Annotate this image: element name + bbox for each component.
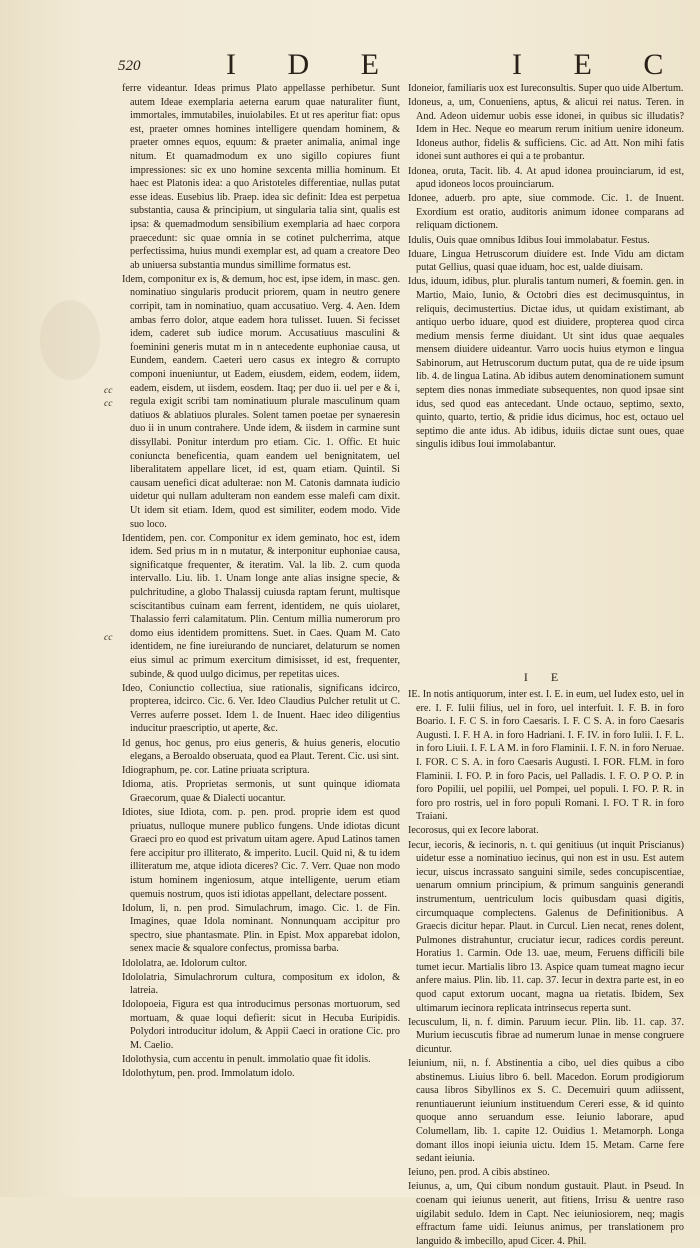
dictionary-entry: Idoneior, familiaris uox est Iureconsultis. Super quo uide Albertum. [408, 83, 684, 94]
dictionary-entry: Idulis, Ouis quae omnibus Idibus Ioui immolabatur. Festus. [408, 234, 650, 246]
dictionary-entry: ferre videantur. Ideas primus Plato appellasse perhibetur. Sunt autem Ideae exemplaria aeterna earum quae naturaliter fiunt, immortales, immutabiles, inuiolabiles. Et ut res aperitur fiat: opus est, praeter omnes homines intelligere quendam hominem, & praeter omnes equos, equum: & praeter animalia, animal inge nitum. Et quamadmodum ex uno sigillo copiures fiunt impressiones: sic ex uno homine sexcenta millia hominum. Et haec est Platonis idea: a quo Aristoteles differentiae, nullas putat esse ideas. Eusebius lib. Praep. idea sic definit: Idea est perpetua substantia, causa & principium, ut singularia talia sint, qualis est ipsa: & quemadmodum sensibilium exemplaria ad haec corpora praecedunt: sic quae omnia in se cotinet pulcherrima, atque perfectissima, huius mundi exemplar est, ad quam a creatore Deo ab uniuersa substantia mundus simillime formatus est. [122, 83, 400, 271]
paper-stain [40, 300, 100, 380]
dictionary-entry: Idolopoeia, Figura est qua introducimus personas mortuorum, sed mortuam, & quae loqui defierit: sicut in Hecuba Euripidis. Polydori introducitur idolum, & Appii Caeci in oratione Cic. pro M. Caelio. [122, 999, 400, 1052]
dictionary-entry: Idioma, atis. Proprietas sermonis, ut sunt quinque idiomata Graecorum, quae & Dialecti uocantur. [122, 779, 400, 804]
right-column [408, 82, 684, 722]
dictionary-entry: Iduare, Lingua Hetruscorum diuidere est. Inde Vidu am dictam putat Gellius, quasi quae iduam, hoc est, ualde diuisam. [408, 248, 684, 274]
right-column-lower [408, 688, 684, 1247]
running-head-right: I E C [512, 48, 686, 81]
dictionary-entry: Iecur, iecoris, & iecinoris, n. t. qui genitiuus (ut inquit Priscianus) uidetur esse a nominatiuo iecinus, qui non est in usu. Est autem iecur, uiscus incrassato sanguini simile, sedes concupiscentiae, uenarum omnium principium, & primum sanguinis generandi instrumentum, uentriculum locis quibusdam quasi digitis, circumquaque complectens. Galenus de Definitionibus. A Graecis dicitur hepar. Plaut. in Curcul. Lien necat, renes dolent, Pulmones distrahuntur, cruciatur iecur, radices cordis pereunt. Horatius 1. Carmin. Ode 13. uae, meum, Feruens difficili bile tumet iecur. Martialis libro 13. Aspice quam tumeat magno iecur anfere maius. Plin. lib. 11. cap. 37. Iecur in dextra parte est, in eo quod caput extorum uocant, magna ua rietatis. Ibidem, Sex ultimarum iecinora replicata intrinsecus reperta sunt. [408, 839, 684, 1014]
dictionary-entry: Idiotes, siue Idiota, com. p. pen. prod. proprie idem est quod priuatus, nulloque munere publico fungens. Unde idiotas dicunt Graeci pro eo quod est privatum uitam agere. Apud Latinos tamen fere accipitur pro illiterato, & imperito. Lucil. Quid ni, & tu idem illiteratum me, atque idiota diceres? Cic. 7. Verr. Quae non modo istum hominem ingeniosum, atque intelligente, uerum etiam quemuis nostrum, quos isti idiotas appellant, delectare possent. [122, 806, 400, 900]
running-head-left: I D E [226, 48, 401, 81]
dictionary-entry: Idonee, aduerb. pro apte, siue commode. Cic. 1. de Inuent. Exordium est oratio, auditoris animum idonee comparans ad reliquam dictionem. [408, 193, 684, 232]
left-column [122, 82, 400, 1122]
dictionary-entry: Idonea, oruta, Tacit. lib. 4. At apud idonea prouinciarum, id est, apud idoneos locos prouinciarum. [408, 165, 684, 191]
dictionary-entry: Idololatra, ae. Idolorum cultor. [122, 957, 248, 969]
dictionary-entry: Idoneus, a, um, Conueniens, aptus, & alicui rei natus. Teren. in And. Adeon uidemur uobis esse idonei, in quibus sic illudatis? Idem in Hec. Neque eo mearum rerum initium uenire idoneum. Idoneus author, fidelis & sufficiens. Cic. ad Att. Non mihi fatis idonei sunt authores ei qui a te probantur. [408, 97, 684, 163]
dictionary-entry: Idolum, li, n. pen prod. Simulachrum, imago. Cic. 1. de Fin. Imagines, quae Idola nominant. Nonnunquam accipitur pro spectro, siue phantasmate. Plin. in Epist. Mox apparebat idolon, senex macie & squalore confectus, promissa barba. [122, 902, 400, 955]
page-number: 520 [118, 58, 141, 74]
dictionary-entry: Idolothytum, pen. prod. Immolatum idolo. [122, 1068, 295, 1080]
margin-annotation: cc [104, 633, 113, 643]
dictionary-entry: Ieiunus, a, um, Qui cibum nondum gustauit. Plaut. in Pseud. In coenam qui ieiunus uenerit, aut fitiens, Irrisu & uentre raso uigilabit sedulo. Idem in Capt. Nec ieiuniosiorem, neq; magis effractum fame uidi. Ieiunus animus, per translationem pro languido & imbecillo, apud Cicer. 4. Phil. [408, 1181, 684, 1247]
dictionary-entry: Idolothysia, cum accentu in penult. immolatio quae fit idolis. [122, 1054, 371, 1066]
dictionary-entry: Idem, componitur ex is, & demum, hoc est, ipse idem, in masc. gen. nominatiuo singularis producit priorem, quam in neutro genere corripit, tam in nominatiuo, quam accusatiuo. Verg. 4. Aen. Idem ambas ferro dolor, atque eadem hora tulisset. Iuuen. Si fecisset idem, caderet sub iudice morum. Accusatiuus masculini & foeminini generis mutat m in n antecedente euphoniae causa, ut Eundem, eandem. Caeteri uero casus ex integro & corrupto componi inueniuntur, ut Eadem, eiusdem, eidem, eodem, iidem, eadem, eisdem, ut iisdem, eosdem. Itaq; per duo ii. uel per e & i, regula exigit scribi tam nominatiuum plurale masculinum quam datiuos & ablatiuos plurales. Solent tamen poetae per synaeresin duo ii in unum contrahere. Unde idem, & iisdem in carmine sunt dissyllabi. Ponitur interdum pro etiam. Cic. 1. Offic. Et huic coniuncta beneficentia, quam eandem uel benignitatem, uel liberalitatem appellare licet, id est, quam etiam. Quintil. Si causam uenefici dicat adulterae: non M. Catonis damnata iudicio uidetur qui nullam adulteram non eandem esse malefi cam dixit. Ut idem sit etiam. Idem, quod est similiter, eodem modo. Vide suo loco. [122, 273, 400, 530]
margin-annotation: cc [104, 399, 113, 409]
dictionary-entry: Idiographum, pe. cor. Latine priuata scriptura. [122, 765, 310, 777]
dictionary-entry: Iecusculum, li, n. f. dimin. Paruum iecur. Plin. lib. 11. cap. 37. Murium iecuscutis fibrae ad numerum lunae in mense congruere dicuntur. [408, 1016, 684, 1055]
dictionary-entry: Idololatria, Simulachrorum cultura, compositum ex idolon, & latreia. [122, 971, 400, 997]
page-header [0, 46, 700, 80]
margin-annotation: cc [104, 386, 113, 396]
dictionary-entry: Ideo, Coniunctio collectiua, siue rationalis, significans idcirco, propterea, idcirco. Cic. 6. Ver. Ideo Claudius Pulcher retulit ut C. Verres auferre posset. Idem 1. de Inuent. Haec ideo diligentius inducitur praescriptio, ut aperte, &c. [122, 682, 400, 735]
dictionary-entry: Id genus, hoc genus, pro eius generis, & huius generis, elocutio elegans, a Beroaldo obseruata, quod ea Plaut. Terent. Cic. usi sint. [122, 737, 400, 763]
dictionary-entry: Idus, iduum, idibus, plur. pluralis tantum numeri, & foemin. gen. in Martio, Maio, Iunio, & Octobri dies est decimusquintus, in reliquis, decimustertius. Dictae idus, ut quidam existimant, ab antiquo uerbo iduare, quod est diuidere, propterea quod circa medium mensis ferme diuidant. Ut sint idus quae aequales mensem diuidere uideantur. Varro uocis huius etymon e lingua Sabinorum, aut Hetruscorum ductum putat, qua de re uide ipsum lib. 4. de lingua Latina. Ab idibus autem denominationem sumunt septem dies nonas immediate subsequentes, non quod ipsae sint idus, sed quod eas antecedant. Unde octauo, septimo, sexto, quinto, quarto, tertio, & pridie idus dicimus, hoc est, octauo uel septimo die ante idus. Ab idibus, iduiis dictae sunt oues, quae singulis idibus Ioui immolabantur. [408, 276, 684, 451]
dictionary-entry: Iecorosus, qui ex Iecore laborat. [408, 825, 539, 837]
section-heading: I E [523, 670, 569, 684]
dictionary-entry: Ieiuno, pen. prod. A cibis abstineo. [408, 1167, 550, 1179]
dictionary-entry: Ieiunium, nii, n. f. Abstinentia a cibo, uel dies quibus a cibo abstinemus. Liuius libro 6. bell. Macedon. Eorum prodigiorum causa libros Sibyllinos ex S. C. Decemuiri quum adiissent, renuntiauerunt ieiunium instituendum Cereri esse, & id quinto quoque anno seruandum esse. Ieiunio laborare, apud Columellam, lib. 1. capite 12. Ouidius 1. Metamorph. Longa domant illos inopi ieiunia uictu. Idem 15. Metam. Carne fere sedant ieiunia. [408, 1058, 684, 1165]
dictionary-entry: IE. In notis antiquorum, inter est. I. E. in eum, uel Iudex esto, uel in ere. I. F. Iulii filius, uel in foro, uel interfuit. I. F. B. in foro Boario. I. F. C S. in foro Caesaris. I. F. C S. A. in foro Caesaris Augusti. I. F. H A. in foro Hadriani. I. F. IV. in foro Iulii. I. F. L. in foro Liuii. I. F. L A M. in foro Flaminii. I. F. N. in foro Neruae. I. FOR. C S. A. in foro Caesaris Augusti. I. FOR. FLM. in foro Flaminii. I. FO. P. in foro Pacis, uel Palladis. I. F. O. P O. P. in foro Popilii, uel popilii, uel Pompei, uel populi. I. FO. P. R. in foro pro rostris, uel in foro populi Romani. I. FO. T R. in foro Traiani. [408, 689, 684, 823]
dictionary-entry: Identidem, pen. cor. Componitur ex idem geminato, hoc est, idem idem. Sed prius m in n mutatur, & interponitur euphoniae causa, significatque frequenter, & iteratim. Val. la lib. 2. cum quoda intervallo. Liu. lib. 1. Unam longe ante alias insigne specie, & pulchritudine, a globo Thalassij cuiusda raptam ferunt, multisque sciscitantibus cuinam eam ferrent, identidem, ne quis uiolaret, Thalassio ferri calamitatum. Plin. Centum millia numerorum pro domo eius identidem promittens. Suet. in Caes. Quam M. Cato identidem, ne fine iureiurando de nunciaret, delaturum se nomen eius simul ac primum exercitum dimisisset, id est, frequenter, subinde, & quod uulgo dicimus, per repetitas uices. [122, 532, 400, 680]
